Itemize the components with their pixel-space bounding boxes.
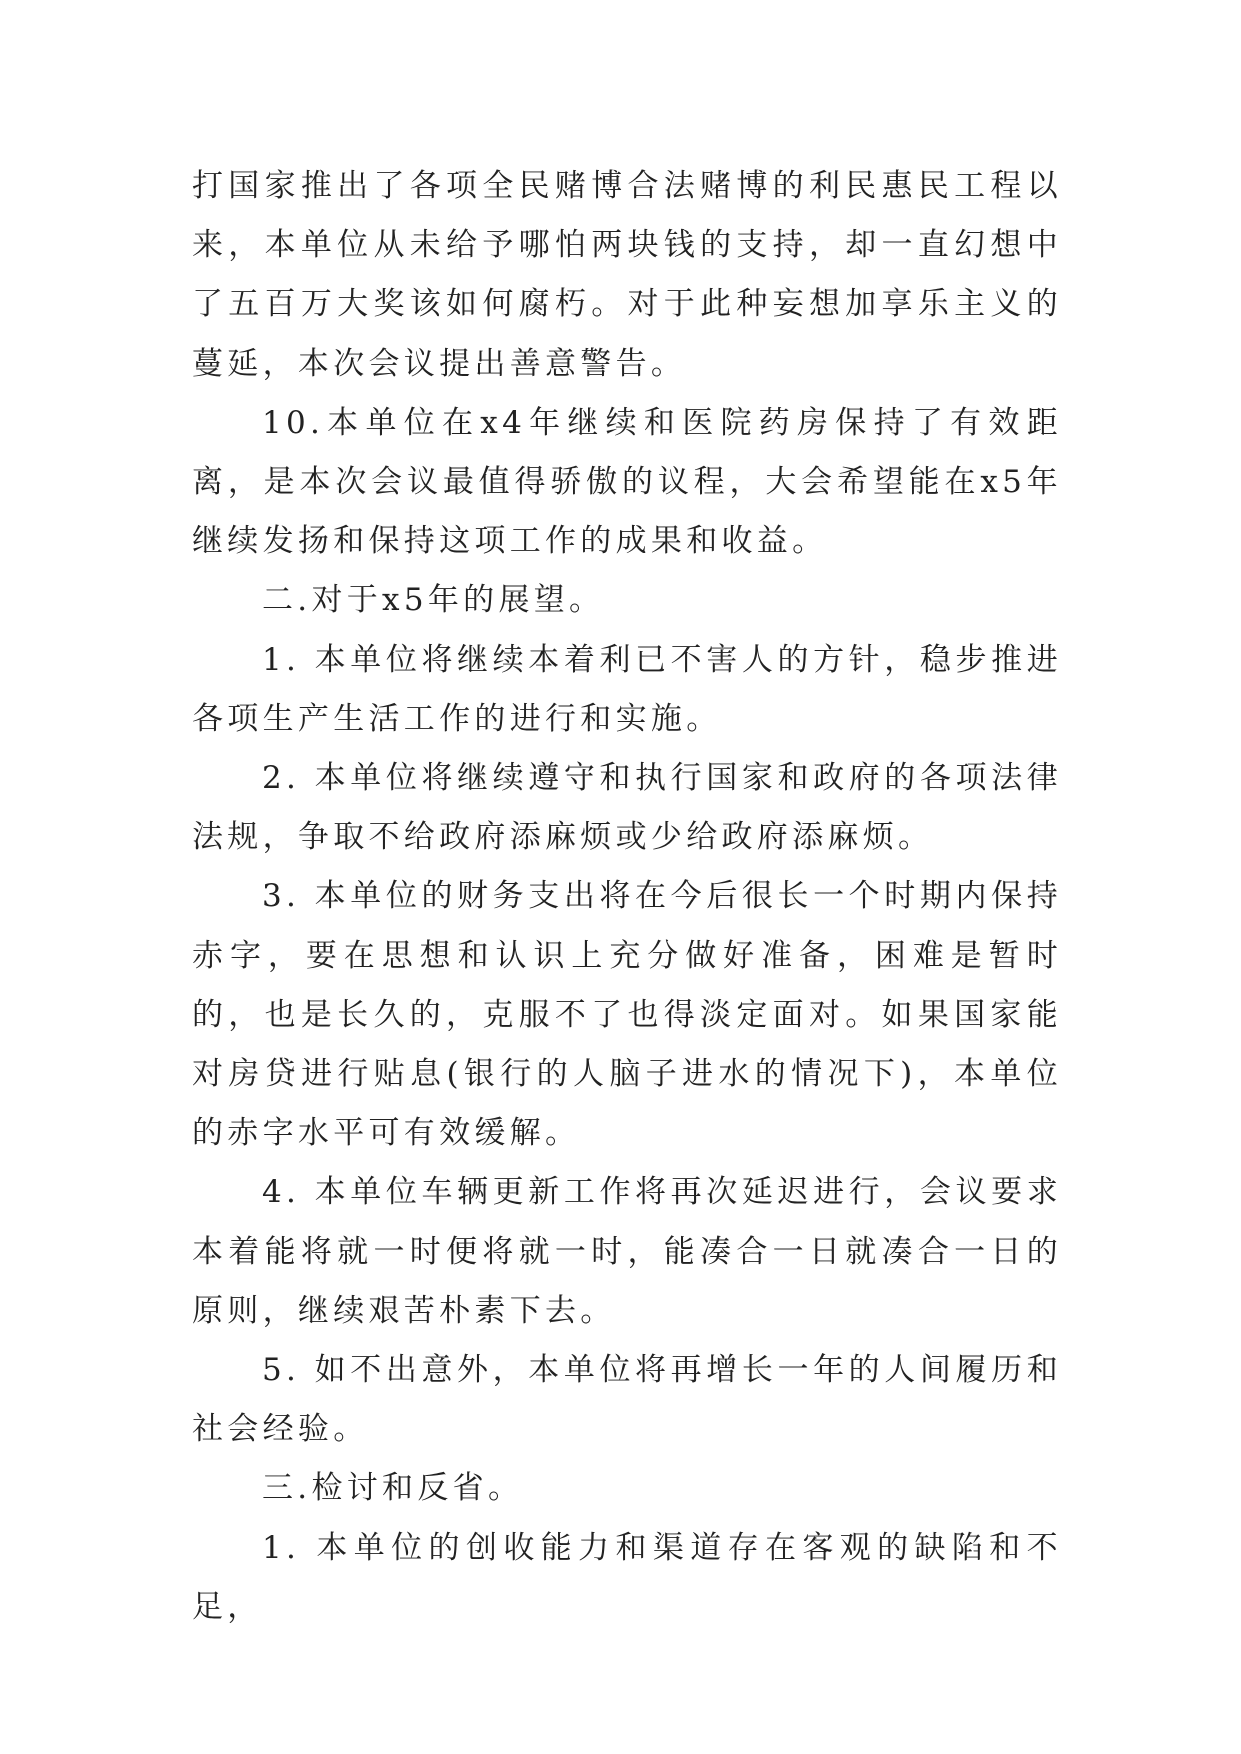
paragraph-lottery: 打国家推出了各项全民赌博合法赌博的利民惠民工程以来，本单位从未给予哪怕两块钱的支持，却一直幻想中了五百万大奖该如何腐朽。对于此种妄想加享乐主义的蔓延，本次会议提出善意警告。 (192, 168, 1062, 382)
paragraph-outlook-2: 2. 本单位将继续遵守和执行国家和政府的各项法律法规，争取不给政府添麻烦或少给政府添麻烦。 (192, 760, 1062, 856)
paragraph-outlook-1: 1. 本单位将继续本着利已不害人的方针，稳步推进各项生产生活工作的进行和实施。 (192, 641, 1062, 737)
document-body (192, 157, 1062, 1637)
paragraph-outlook-4: 4. 本单位车辆更新工作将再次延迟进行，会议要求本着能将就一时便将就一时，能凑合一日就凑合一日的原则，继续艰苦朴素下去。 (192, 1174, 1062, 1329)
paragraph-outlook-5: 5. 如不出意外，本单位将再增长一年的人间履历和社会经验。 (192, 1352, 1062, 1448)
section-heading-outlook: 二.对于x5年的展望。 (262, 582, 605, 619)
section-heading-review: 三.检讨和反省。 (262, 1470, 524, 1507)
paragraph-item-10: 10.本单位在x4年继续和医院药房保持了有效距离，是本次会议最值得骄傲的议程，大会希望能在x5年继续发扬和保持这项工作的成果和收益。 (192, 404, 1062, 560)
paragraph-review-1: 1. 本单位的创收能力和渠道存在客观的缺陷和不足， (192, 1529, 1062, 1625)
paragraph-outlook-3: 3. 本单位的财务支出将在今后很长一个时期内保持赤字，要在思想和认识上充分做好准备，困难是暂时的，也是长久的，克服不了也得淡定面对。如果国家能对房贷进行贴息(银行的人脑子进水的情况下)，本单位的赤字水平可有效缓解。 (192, 878, 1062, 1152)
